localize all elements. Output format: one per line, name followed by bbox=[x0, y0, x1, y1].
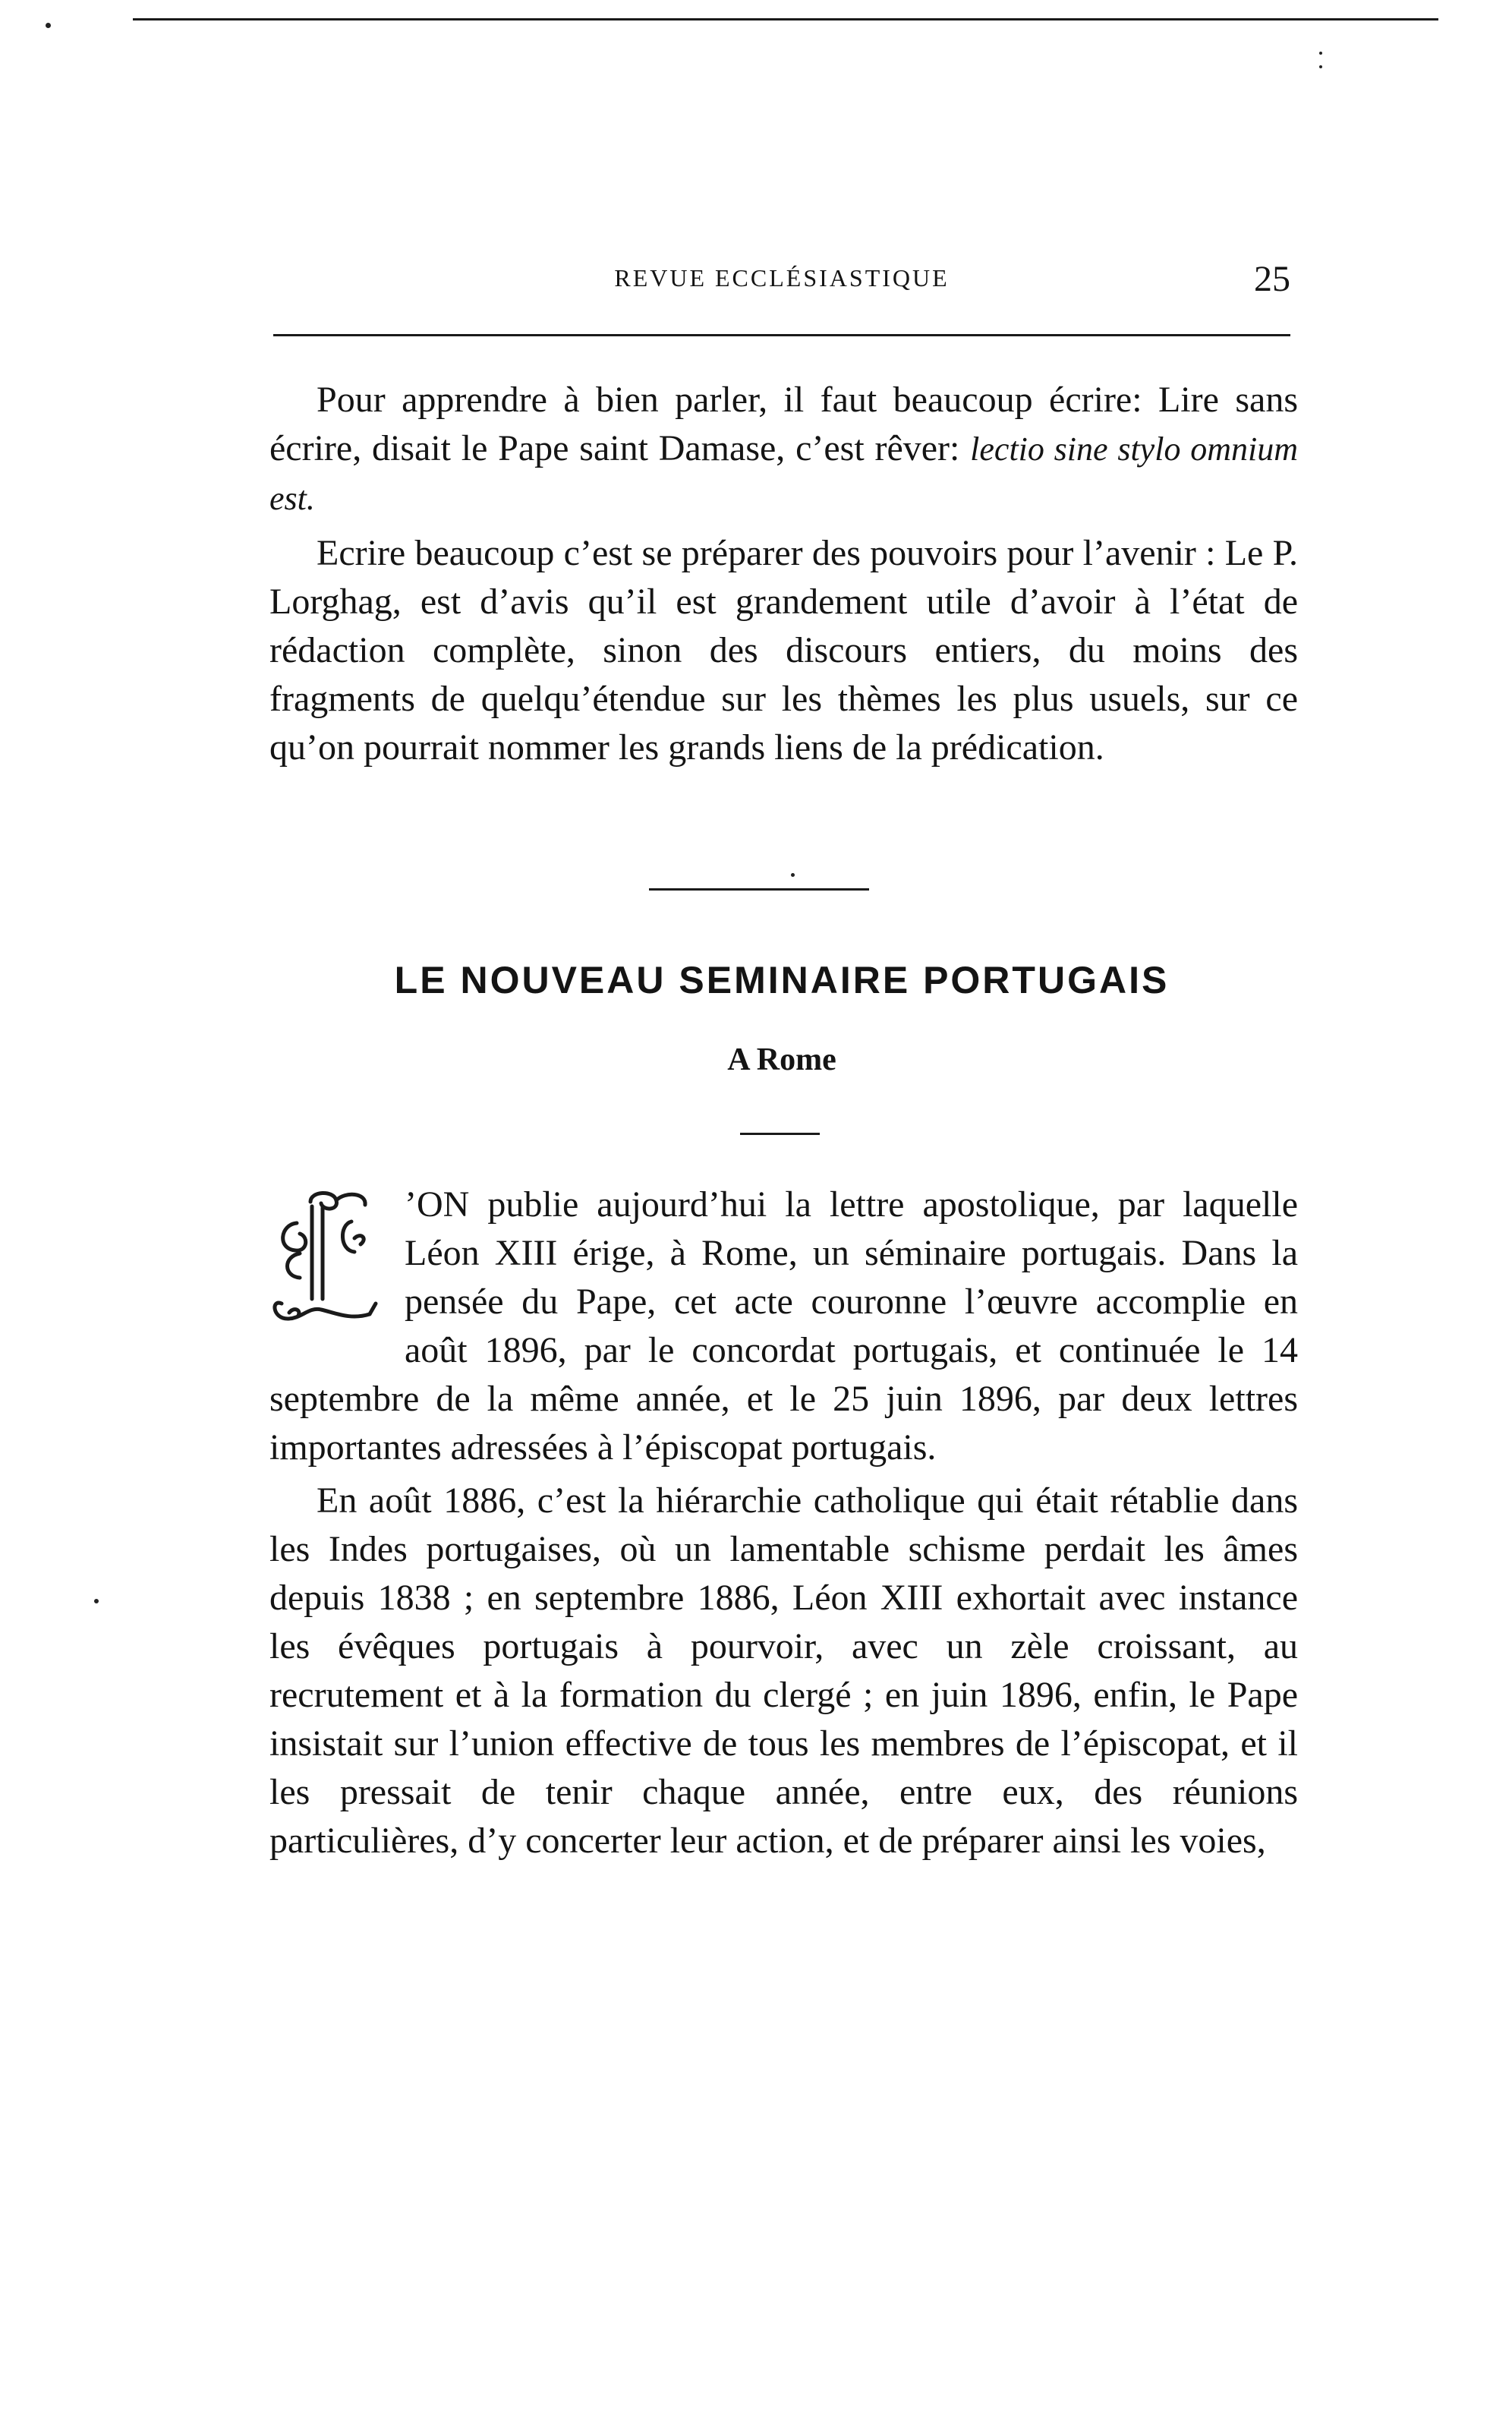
article-paragraph-text: ’ON publie aujourd’hui la lettre apostolique, par laquelle Léon XIII érige, à Rome, un séminaire portugais. Dans la pensée du Pape, cet acte couronne l’œuvre accomplie en août 1896, par le concordat portugais, et continuée le 14 septembre de la même année, et le 25 juin 1896, par deux lettres importantes adressées à l’épiscopat portugais. bbox=[269, 1184, 1298, 1468]
article-subtitle: A Rome bbox=[727, 1042, 836, 1077]
margin-speck bbox=[1319, 52, 1322, 55]
subtitle-rule bbox=[740, 1133, 820, 1135]
margin-speck bbox=[791, 873, 795, 877]
margin-speck bbox=[1319, 65, 1322, 68]
page-number: 25 bbox=[1254, 259, 1290, 299]
intro-paragraph bbox=[269, 529, 1298, 772]
running-head-rule bbox=[273, 334, 1290, 336]
article-paragraph-text: En août 1886, c’est la hiérarchie catholique qui était rétablie dans les Indes portugaises, où un lamentable schisme perdait les âmes depuis 1838 ; en septembre 1886, Léon XIII exhortait avec instance les évêques portugais à pourvoir, avec un zèle croissant, au recrutement et à la formation du clergé ; en juin 1896, enfin, le Pape insistait sur l’union effective de tous les membres de l’épiscopat, et il les pressait de tenir chaque année, entre eux, des réunions particulières, d’y concerter leur action, et de préparer ainsi les voies, bbox=[269, 1480, 1298, 1861]
article-title: LE NOUVEAU SEMINAIRE PORTUGAIS bbox=[394, 959, 1170, 1001]
running-head-title: REVUE ECCLÉSIASTIQUE bbox=[614, 264, 950, 292]
article-paragraph bbox=[269, 1181, 1298, 1472]
intro-paragraph bbox=[269, 376, 1298, 523]
margin-speck bbox=[94, 1599, 99, 1603]
section-separator-rule bbox=[649, 888, 869, 891]
running-head bbox=[273, 258, 1290, 304]
intro-paragraph-text: Pour apprendre à bien parler, il faut beaucoup écrire: Lire sans écrire, disait le Pape saint Damase, c’est rêver: bbox=[269, 380, 1298, 468]
intro-paragraph-text: Ecrire beaucoup c’est se préparer des pouvoirs pour l’avenir : Le P. Lorghag, est d’avis qu’il est grandement utile d’avoir à l’état de rédaction complète, sinon des discours entiers, du moins des fragments de quelqu’étendue sur les thèmes les plus usuels, sur ce qu’on pourrait nommer les grands liens de la prédication. bbox=[269, 533, 1298, 768]
ornamental-dropcap-L bbox=[266, 1185, 391, 1329]
latin-quote: lectio sine stylo omnium est. bbox=[269, 430, 1298, 517]
top-border-rule bbox=[133, 18, 1438, 20]
article-body bbox=[269, 1181, 1298, 1865]
margin-speck bbox=[46, 23, 51, 28]
intro-text bbox=[269, 376, 1298, 772]
article-paragraph bbox=[269, 1477, 1298, 1865]
